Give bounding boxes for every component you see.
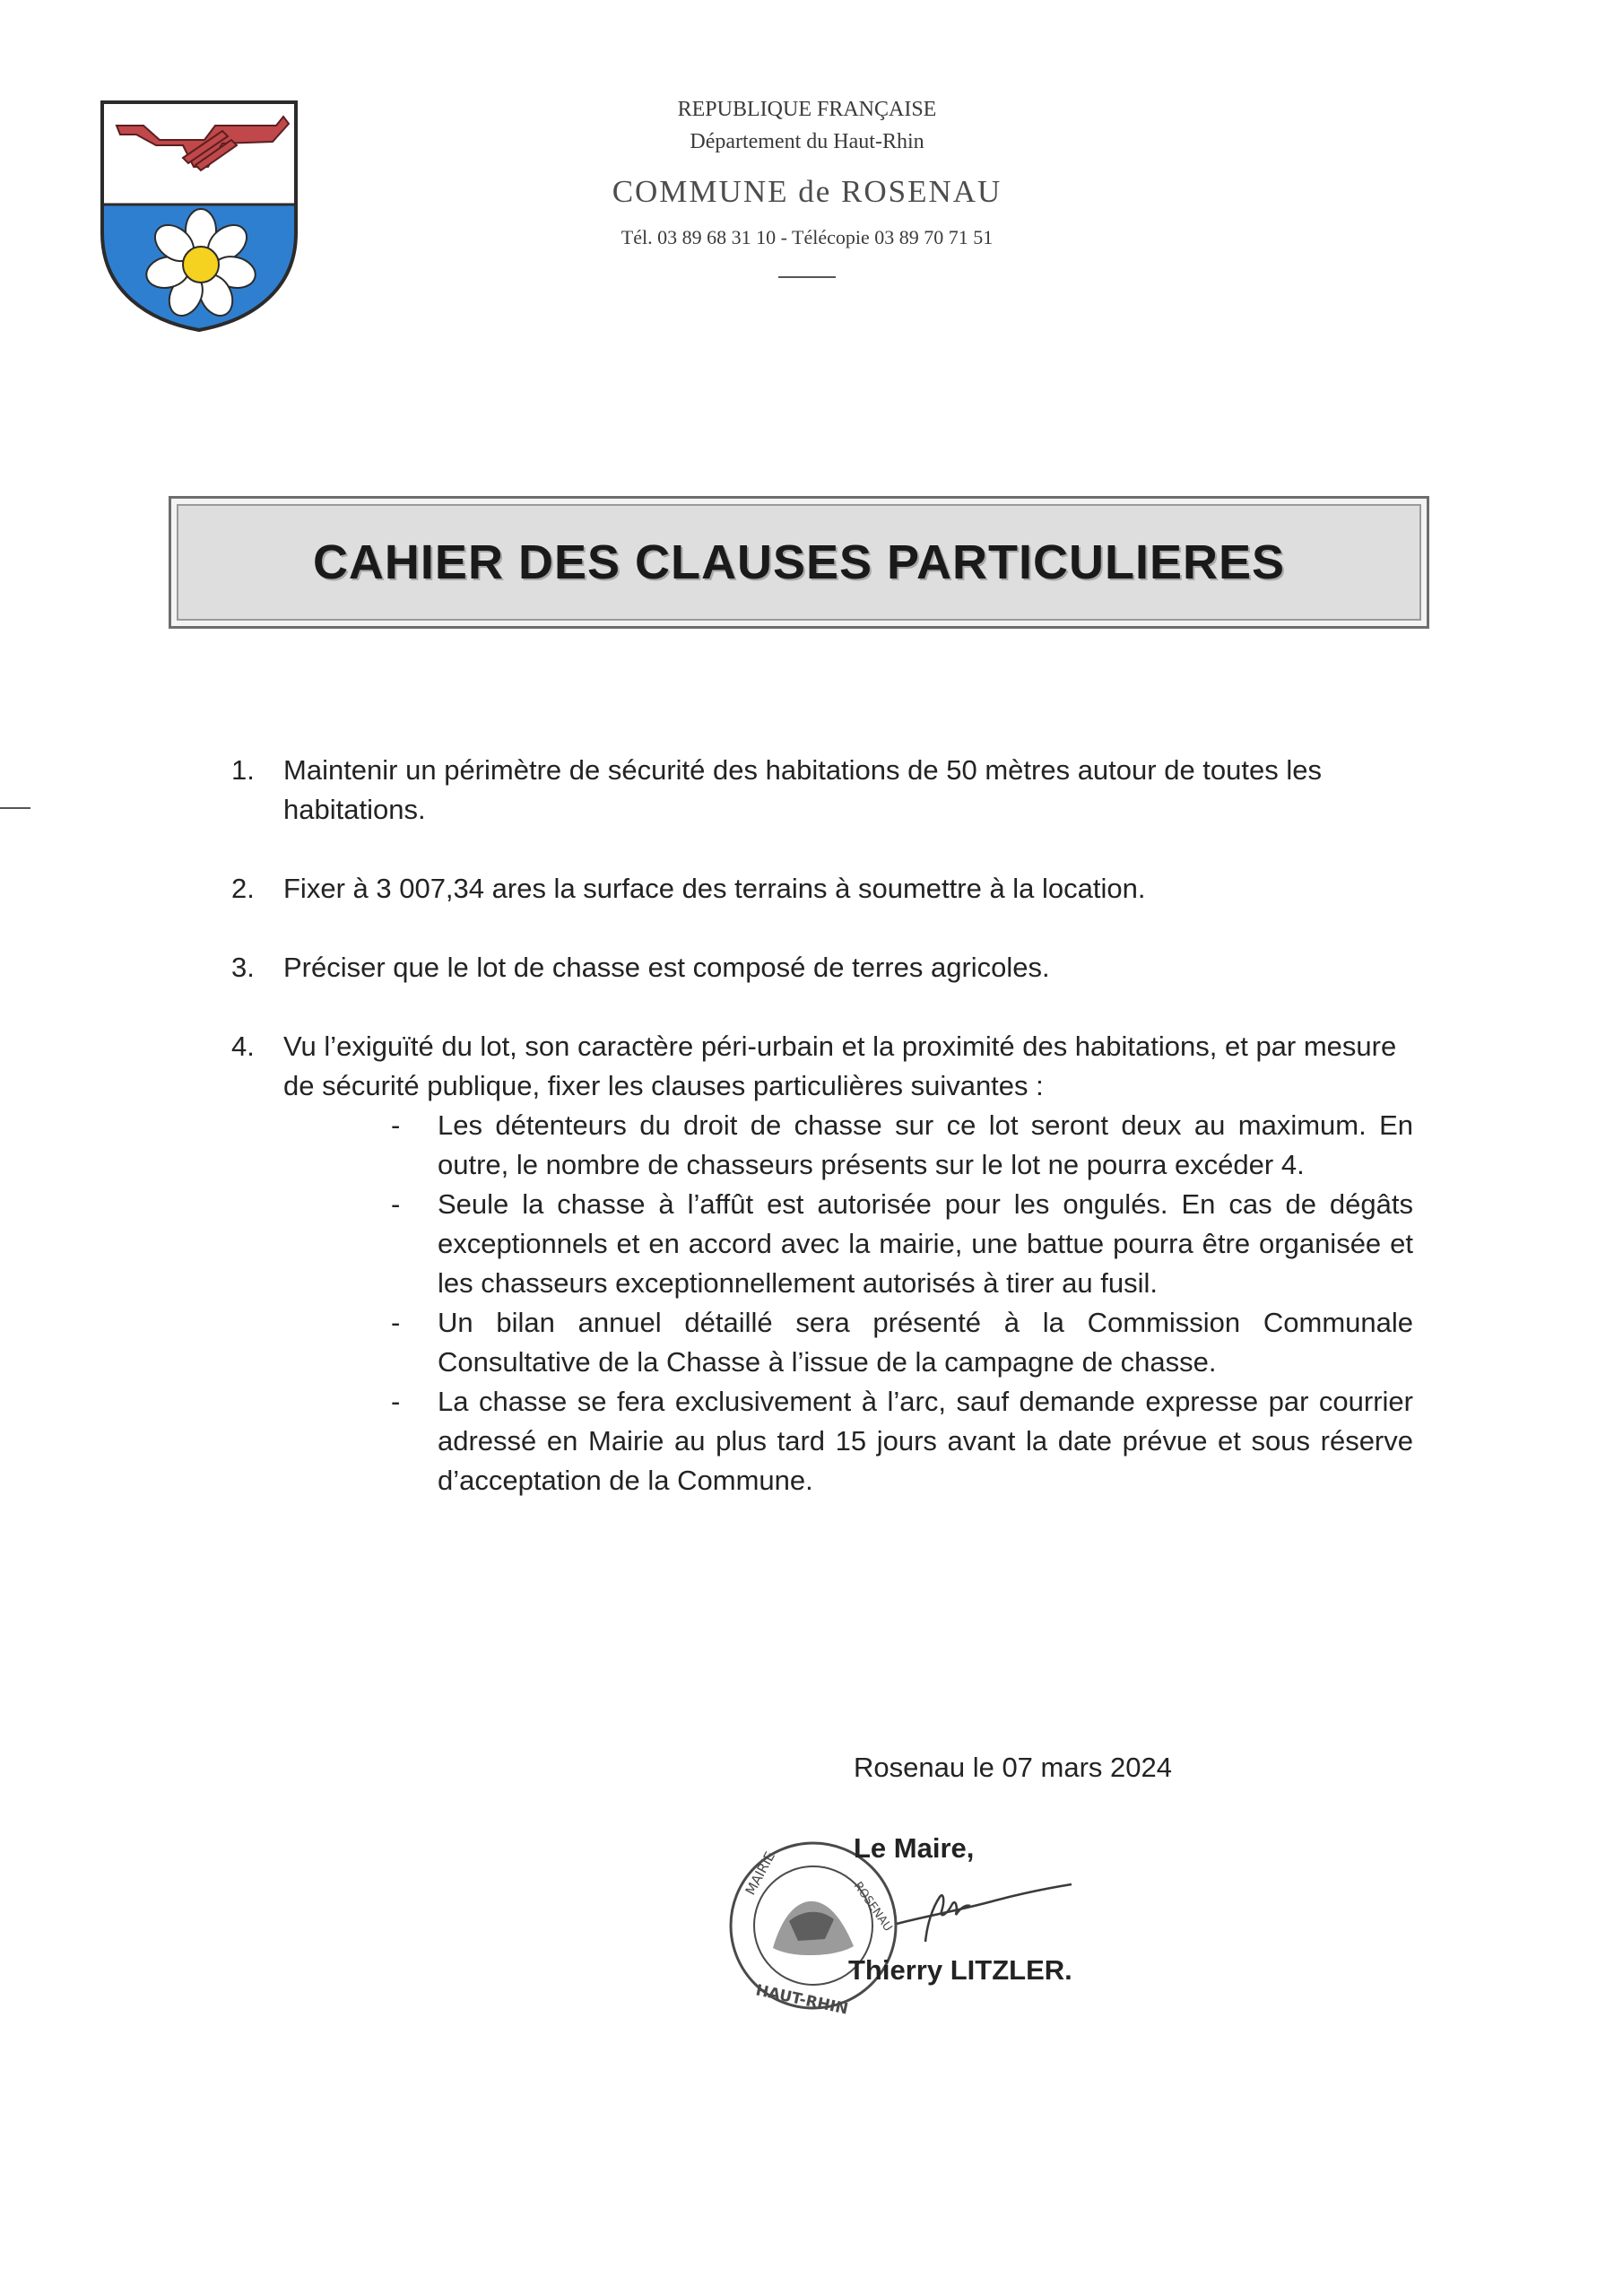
clause-list — [231, 751, 1424, 1500]
sub-clause-dash: - — [391, 1188, 401, 1220]
sub-clause-item — [391, 1106, 1413, 1185]
commune-name: COMMUNE de ROSENAU — [612, 174, 1002, 209]
handwritten-signature-icon — [888, 1861, 1085, 1951]
sub-clause-text: Les détenteurs du droit de chasse sur ce lot seront deux au maximum. En outre, le nombre de chasseurs présents sur le lot ne pourra excéder 4. — [438, 1109, 1413, 1180]
title-box — [169, 496, 1429, 629]
signature-date: Rosenau le 07 mars 2024 — [854, 1752, 1173, 1783]
svg-text:HAUT-RHIN: HAUT-RHIN — [753, 1981, 850, 2019]
svg-text:ROSENAU: ROSENAU — [850, 1879, 895, 1935]
sub-clause-item — [391, 1303, 1413, 1382]
sub-clause-dash: - — [391, 1307, 401, 1338]
letterhead — [502, 93, 1112, 278]
clause-number: 1. — [231, 754, 255, 786]
clause-text: Maintenir un périmètre de sécurité des habitations de 50 mètres autour de toutes les habitations. — [283, 754, 1322, 825]
sub-clause-list — [391, 1106, 1413, 1500]
svg-text:MAIRIE: MAIRIE — [742, 1848, 778, 1898]
contact-line: Tél. 03 89 68 31 10 - Télécopie 03 89 70 71 51 — [621, 226, 994, 248]
sub-clause-text: Seule la chasse à l’affût est autorisée pour les ongulés. En cas de dégâts exceptionnels et en accord avec la mairie, une battue pourra être organisée et les chasseurs exceptionnellement autorisés à tirer au fusil. — [438, 1188, 1413, 1299]
mayor-name: Thierry LITZLER. — [848, 1954, 1072, 1986]
sub-clause-text: La chasse se fera exclusivement à l’arc, sauf demande expresse par courrier adressé en Mairie au plus tard 15 jours avant la date prévue et sous réserve d’acceptation de la Commune. — [438, 1386, 1413, 1496]
clause-number: 3. — [231, 952, 255, 983]
rosenau-coat-of-arms-icon — [97, 99, 301, 334]
clause-text: Vu l’exiguïté du lot, son caractère péri-urbain et la proximité des habitations, et par mesure de sécurité publique, fixer les clauses particulières suivantes : — [283, 1031, 1397, 1101]
republic-line: REPUBLIQUE FRANÇAISE — [677, 98, 937, 121]
sub-clause-dash: - — [391, 1386, 401, 1417]
sub-clause-dash: - — [391, 1109, 401, 1141]
margin-mark — [0, 807, 30, 809]
sub-clause-item — [391, 1185, 1413, 1303]
clause-number: 4. — [231, 1031, 255, 1062]
title-inner — [177, 504, 1421, 621]
clause-item — [231, 1027, 1424, 1106]
department-line: Département du Haut-Rhin — [690, 130, 924, 153]
clause-item — [231, 948, 1424, 987]
sub-clause-item — [391, 1382, 1413, 1500]
mayor-title: Le Maire, — [854, 1832, 975, 1864]
document-title: CAHIER DES CLAUSES PARTICULIERES — [312, 535, 1286, 589]
clause-text: Préciser que le lot de chasse est composé de terres agricoles. — [283, 952, 1050, 983]
header-rule — [778, 276, 836, 278]
clause-item — [231, 869, 1424, 909]
sub-clause-text: Un bilan annuel détaillé sera présenté à la Commission Communale Consultative de la Chasse à l’issue de la campagne de chasse. — [438, 1307, 1413, 1378]
clause-number: 2. — [231, 873, 255, 904]
clause-text: Fixer à 3 007,34 ares la surface des terrains à soumettre à la location. — [283, 873, 1146, 904]
clause-item — [231, 751, 1424, 830]
